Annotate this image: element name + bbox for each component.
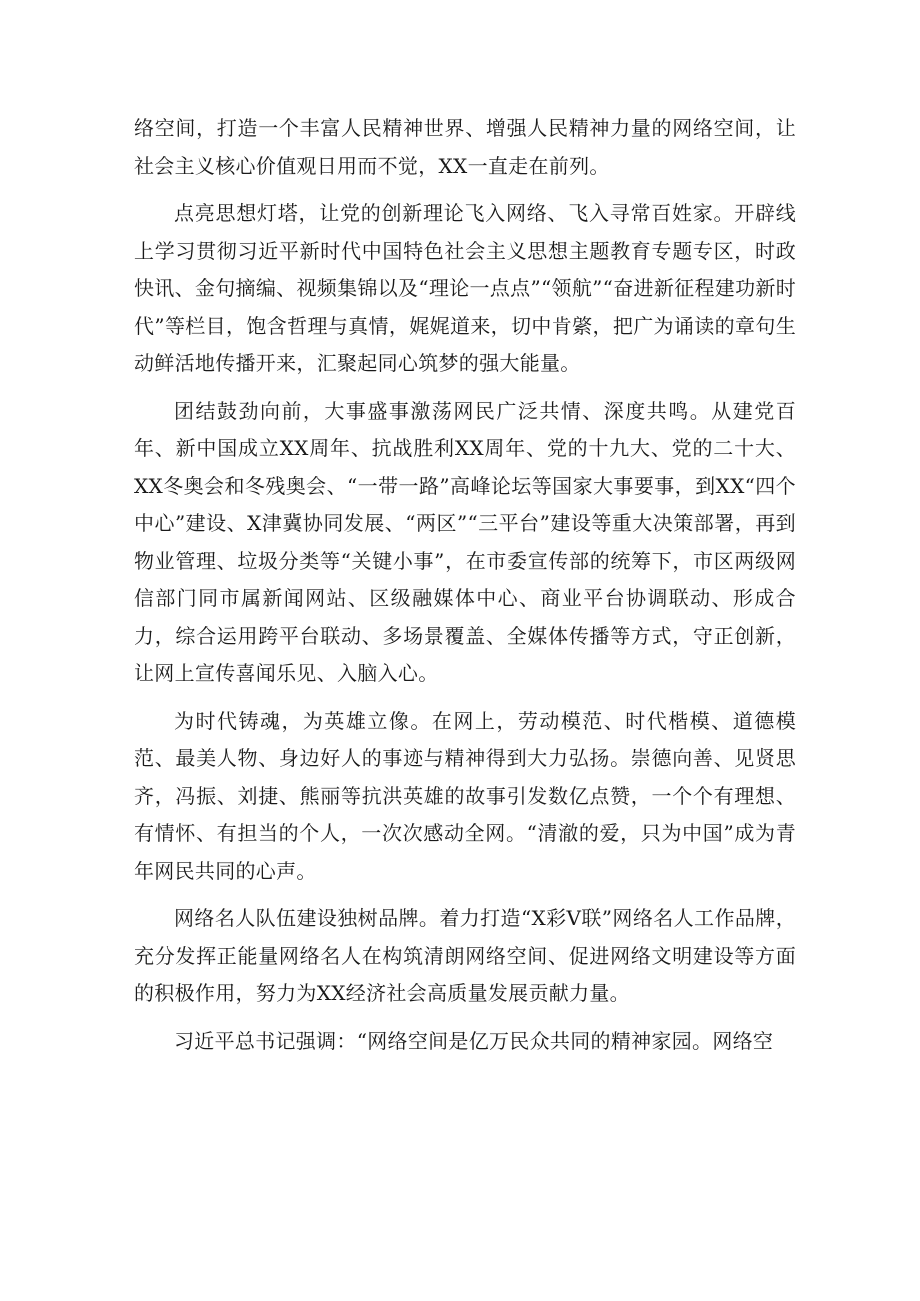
paragraph-heroes: 为时代铸魂，为英雄立像。在网上，劳动模范、时代楷模、道德模范、最美人物、身边好人的事迹与精神得到大力弘扬。崇德向善、见贤思齐，冯振、刘捷、熊丽等抗洪英雄的故事引发数亿点赞，一个个有理想、有情怀、有担当的个人，一次次感动全网。“清澈的爱，只为中国”成为青年网民共同的心声。	[134, 708, 796, 883]
paragraph-theory-beacon: 点亮思想灯塔，让党的创新理论飞入网络、飞入寻常百姓家。开辟线上学习贯彻习近平新时代中国特色社会主义思想主题教育专题专区，时政快讯、金句摘编、视频集锦以及“理论一点点”“领航”“奋进新征程建功新时代”等栏目，饱含哲理与真情，娓娓道来，切中肯綮，把广为诵读的章句生动鲜活地传播开来，汇聚起同心筑梦的强大能量。	[134, 201, 796, 375]
document-body	[134, 110, 796, 1070]
paragraph-quote: 习近平总书记强调：“网络空间是亿万民众共同的精神家园。网络空	[174, 1028, 774, 1053]
paragraph-continuation: 络空间，打造一个丰富人民精神世界、增强人民精神力量的网络空间，让社会主义核心价值观日用而不觉，XX一直走在前列。	[134, 116, 796, 178]
paragraph-unity-forward: 团结鼓劲向前，大事盛事激荡网民广泛共情、深度共鸣。从建党百年、新中国成立XX周年、抗战胜利XX周年、党的十九大、党的二十大、XX冬奥会和冬残奥会、“一带一路”高峰论坛等国家大事要事，到XX“四个中心”建设、X津冀协同发展、“两区”“三平台”建设等重大决策部署，再到物业管理、垃圾分类等“关键小事”，在市委宣传部的统筹下，市区两级网信部门同市属新闻网站、区级融媒体中心、商业平台协调联动、形成合力，综合运用跨平台联动、多场景覆盖、全媒体传播等方式，守正创新，让网上宣传喜闻乐见、入脑入心。	[134, 398, 796, 685]
paragraph-online-celebrities: 网络名人队伍建设独树品牌。着力打造“X彩V联”网络名人工作品牌，充分发挥正能量网络名人在构筑清朗网络空间、促进网络文明建设等方面的积极作用，努力为XX经济社会高质量发展贡献力量。	[134, 906, 796, 1005]
